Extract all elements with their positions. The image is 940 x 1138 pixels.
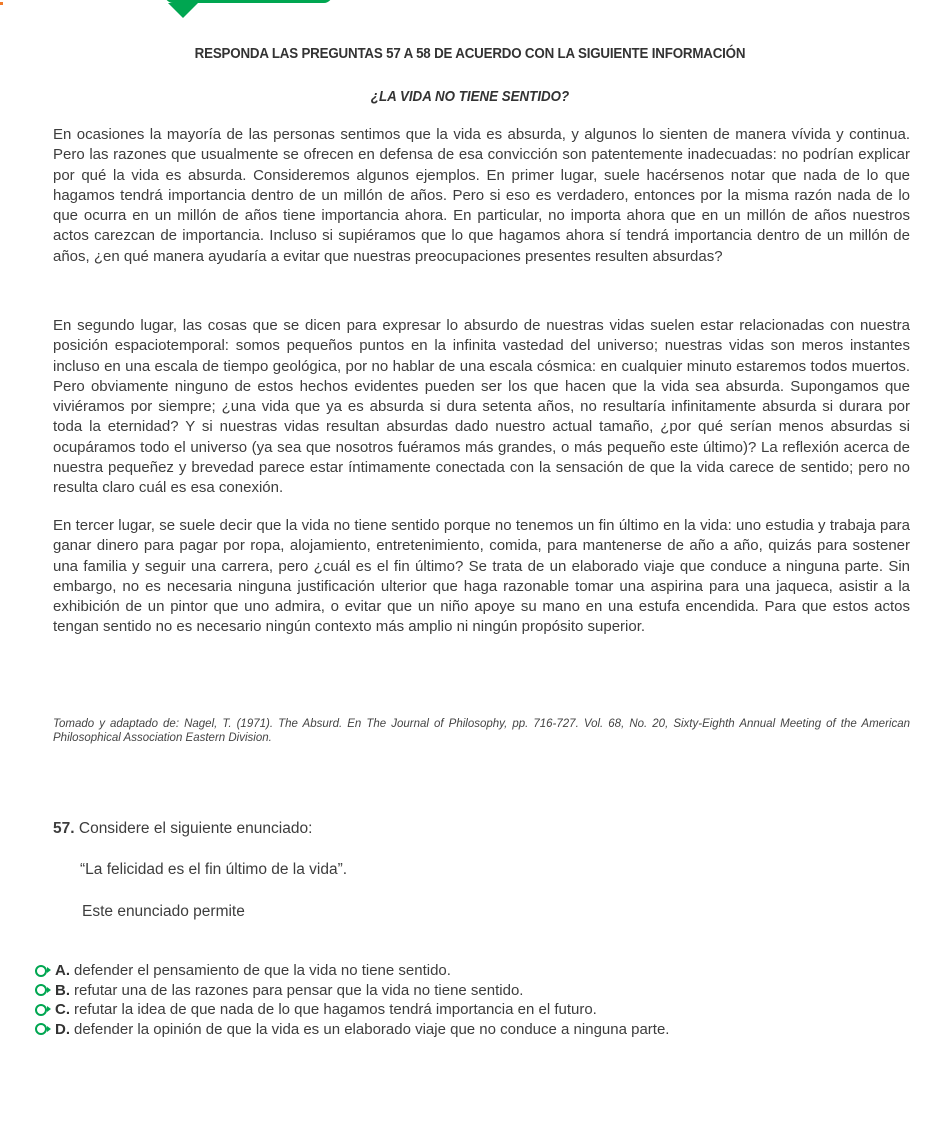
answer-options [35, 961, 669, 1039]
paragraph-text: En ocasiones la mayoría de las personas sentimos que la vida es absurda, y algunos lo sienten de manera vívida y continua. Pero las razones que usualmente se ofrecen en defensa de esa convicción son patentemente inadecuadas: no podrían explicar por qué la vida es absurda. Consideremos algunos ejemplos. En primer lugar, suele hacérsenos notar que nada de lo que hagamos tendrá importancia dentro de un millón de años. Pero si eso es verdadero, entonces por la misma razón nada de lo que ocurra en un millón de años tiene importancia ahora. En particular, no importa ahora que en un millón de años nuestros actos carezcan de importancia. Incluso si supiéramos que lo que hagamos ahora sí tendrá importancia dentro de un millón de años, ¿en qué manera ayudaría a evitar que nuestras preocupaciones presentes resulten absurdas? [53, 126, 910, 265]
banner-arrow-icon [168, 3, 198, 18]
option-d[interactable] [35, 1020, 669, 1040]
option-text: defender el pensamiento de que la vida no tiene sentido. [74, 962, 451, 980]
option-letter: A. [55, 962, 70, 980]
option-text: refutar una de las razones para pensar que la vida no tiene sentido. [74, 981, 524, 999]
passage-title: ¿LA VIDA NO TIENE SENTIDO? [370, 89, 570, 105]
question-prompt: Este enunciado permite [82, 903, 245, 920]
option-a[interactable] [35, 961, 669, 981]
passage-paragraph-3 [53, 516, 910, 638]
option-text: defender la opinión de que la vida es un elaborado viaje que no conduce a ninguna parte. [74, 1020, 670, 1038]
radio-circle-icon[interactable] [35, 965, 47, 977]
paragraph-text: En tercer lugar, se suele decir que la vida no tiene sentido porque no tenemos un fin último en la vida: uno estudia y trabaja para ganar dinero para pagar por ropa, alojamiento, entretenimiento, comida, para mantenerse de año a año, quizás para sostener una familia y seguir una carrera, pero ¿cuál es el fin último? Se trata de un elaborado viaje que conduce a ninguna parte. Sin embargo, no es necesaria ninguna justificación ulterior que haga razonable tomar una aspirina para una jaqueca, asistir a la exhibición de un pintor que uno admira, o evitar que un niño apoye su mano en una estufa encendida. Para que estos actos tengan sentido no es necesario ningún contexto más amplio ni ningún propósito superior. [53, 517, 910, 636]
option-text: refutar la idea de que nada de lo que hagamos tendrá importancia en el futuro. [74, 1001, 597, 1019]
radio-circle-icon[interactable] [35, 1023, 47, 1035]
option-c[interactable] [35, 1000, 669, 1020]
option-letter: D. [55, 1020, 70, 1038]
question-number: 57. [53, 820, 75, 837]
question-quote: “La felicidad es el fin último de la vida”. [80, 861, 348, 878]
option-b[interactable] [35, 981, 669, 1001]
passage-paragraph-1 [53, 125, 910, 267]
question-stem [53, 820, 312, 838]
option-letter: B. [55, 981, 70, 999]
question-text: Considere el siguiente enunciado: [78, 820, 313, 837]
paragraph-text: En segundo lugar, las cosas que se dicen para expresar lo absurdo de nuestras vidas suelen estar relacionadas con nuestra posición espaciotemporal: somos pequeños puntos en la infinita vastedad del universo; nuestras vidas son meros instantes incluso en una escala de tiempo geológica, por no hablar de una escala cósmica: en cualquier minuto estaremos todos muertos. Pero obviamente ninguno de estos hechos evidentes pueden ser los que hacen que la vida sea absurda. Supongamos que viviéramos por siempre; ¿una vida que ya es absurda si dura setenta años, no resultaría infinitamente absurda si durara por toda la eternidad? Y si nuestras vidas resultan absurdas dado nuestro actual tamaño, ¿por qué serían menos absurdas si ocupáramos todo el universo (ya sea que nosotros fuéramos más grandes, o más pequeño este último)? La reflexión acerca de nuestra pequeñez y brevedad parece estar íntimamente conectada con la sensación de que la vida carece de sentido; pero no resulta claro cuál es esa conexión. [53, 317, 910, 497]
radio-circle-icon[interactable] [35, 1004, 47, 1016]
radio-circle-icon[interactable] [35, 984, 47, 996]
instruction-heading: RESPONDA LAS PREGUNTAS 57 A 58 DE ACUERDO CON LA SIGUIENTE INFORMACIÓN [194, 46, 746, 62]
passage-paragraph-2 [53, 316, 910, 499]
source-citation: Tomado y adaptado de: Nagel, T. (1971). The Absurd. En The Journal of Philosophy, pp. 716-727. Vol. 68, No. 20, Sixty-Eighth Annual Meeting of the American Philosophical Association Eastern Division. [53, 718, 910, 744]
option-letter: C. [55, 1001, 70, 1019]
corner-mark [0, 2, 3, 5]
